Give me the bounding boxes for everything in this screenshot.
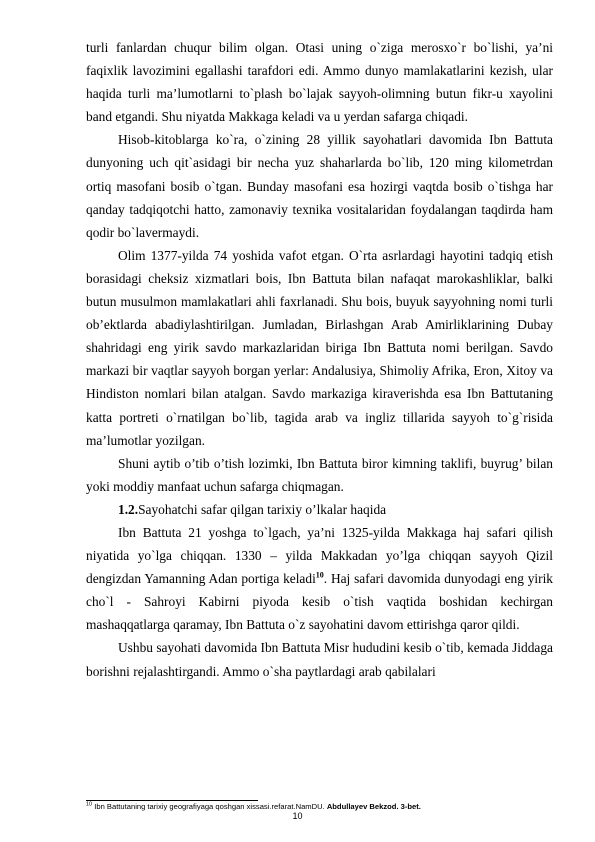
page-number: 10 — [292, 811, 303, 821]
footnote-number: 10 — [86, 801, 93, 808]
paragraph-3: Olim 1377-yilda 74 yoshida vafot etgan. O`rta asrlardagi hayotini tadqiq etish borasidagi cheksiz xizmatlari bois, Ibn Battuta bilan nafaqat marokashliklar, balki butun musulmon mamlakatlari ahli faxrlanadi. Shu bois, buyuk sayyohning nomi turli ob’ektlarda abadiylashtirilgan. Jumladan, Birlashgan Arab Amirliklarining Dubay shahridagi eng yirik savdo markazlaridan biriga Ibn Battuta nomi berilgan. Savdo markazi bir vaqtlar sayyoh borgan yerlar: Andalusiya, Shimoliy Afrika, Eron, Xitoy va Hindiston nomlari bilan atalgan. Savdo markaziga kiraverishda esa Ibn Battutaning katta portreti o`rnatilgan bo`lib, tagida arab va ingliz tillarida sayyoh to`g`risida ma’lumotlar yozilgan. — [86, 247, 553, 448]
section-heading — [86, 498, 553, 521]
footnote-author: Abdullayev Bekzod. 3-bet. — [326, 802, 421, 811]
footnote-reference[interactable]: 10 — [315, 570, 324, 580]
footnote-divider — [86, 800, 258, 801]
paragraph-4: Shuni aytib o’tib o’tish lozimki, Ibn Battuta biror kimning taklifi, buyrug’ bilan yoki moddiy manfaat uchun safarga chiqmagan. — [86, 455, 553, 494]
paragraph-5-text: Ibn Battuta 21 yoshga to`lgach, ya’ni 1325-yilda Makkaga haj safari qilish niyatida yo`lga chiqqan. 1330 – yilda Makkadan yo’lga chiqqan sayyoh Qizil dengizdan Yamanning Adan portiga keladi — [86, 524, 553, 587]
paragraph-6: Ushbu sayohati davomida Ibn Battuta Misr hududini kesib o`tib, kemada Jiddaga borishni rejalashtirgandi. Ammo o`sha paytlardagi arab qabilalari — [86, 640, 553, 679]
footnote-text: Ibn Battutaning tarixiy geografiyaga qoshgan xissasi.refarat.NamDU. — [92, 802, 327, 811]
paragraph-5 — [86, 521, 553, 636]
section-title: Sayohatchi safar qilgan tarixiy o’lkalar haqida — [138, 501, 387, 517]
page-body — [86, 36, 553, 683]
paragraph-1: turli fanlardan chuqur bilim olgan. Otasi uning o`ziga merosxo`r bo`lishi, ya’ni faqixlik lavozimini egallashi tarafdori edi. Ammo dunyo mamlakatlarini kezish, ular haqida turli ma’lumotlarni to`plash bo`lajak sayyoh-olimning butun fikr-u xayolini band etgandi. Shu niyatda Makkaga keladi va u yerdan safarga chiqadi. — [86, 40, 553, 125]
section-number: 1.2. — [118, 501, 139, 517]
paragraph-2: Hisob-kitoblarga ko`ra, o`zining 28 yillik sayohatlari davomida Ibn Battuta dunyoning uch qit`asidagi bir necha yuz shaharlarda bo`lib, 120 ming kilometrdan ortiq masofani bosib o`tgan. Bunday masofani esa hozirgi vaqtda bosib o`tishga har qanday tadqiqotchi hatto, zamonaviy texnika vositalaridan foydalangan taqdirda ham qodir bo`lavermaydi. — [86, 132, 553, 240]
paragraph-5-text-continued: . Haj safari davomida dunyodagi eng yirik cho`l - Sahroyi Kabirni piyoda kesib o`tish vaqtida boshidan kechirgan mashaqqatlarga qaramay, Ibn Battuta o`z sayohatini davom ettirishga qaror qildi. — [86, 571, 553, 633]
